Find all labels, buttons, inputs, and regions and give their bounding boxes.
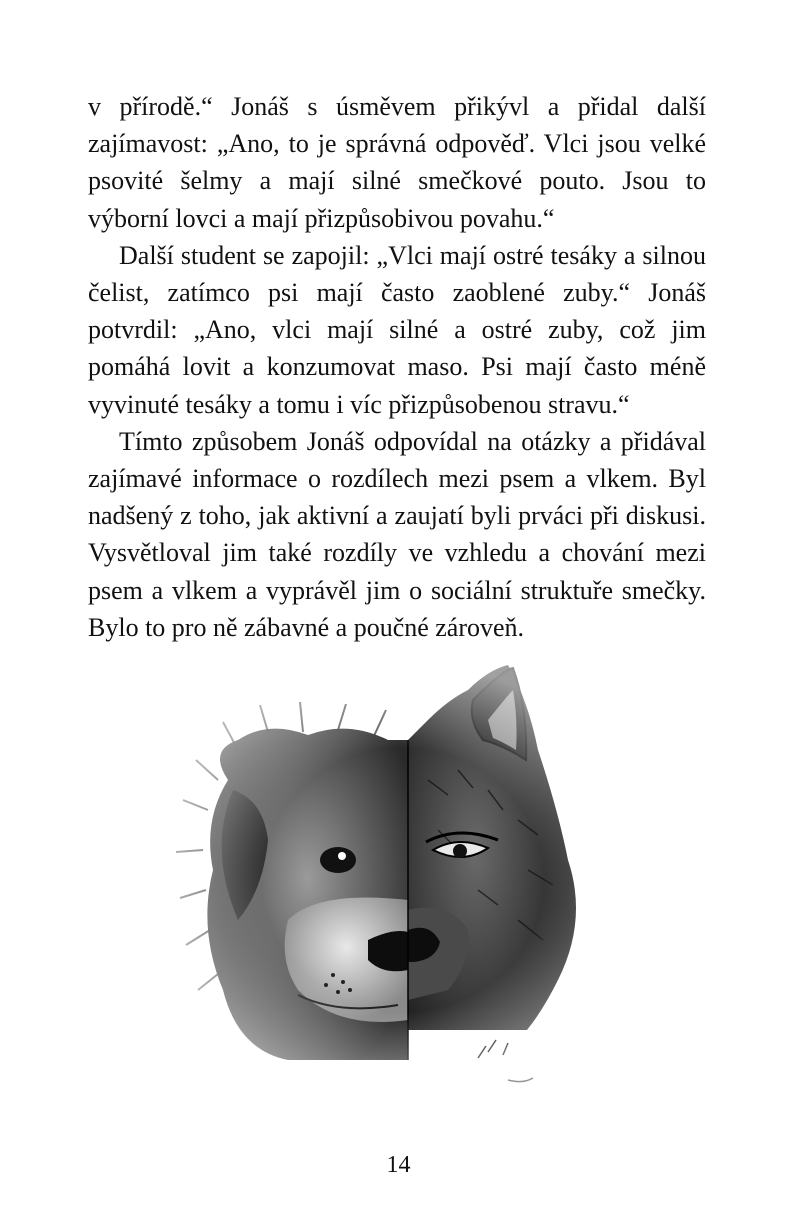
body-text bbox=[88, 88, 706, 646]
paragraph-continuation: v přírodě.“ Jonáš s úsměvem přikývl a přidal další zajímavost: „Ano, to je správná odpověď. Vlci jsou velké psovité šelmy a mají silné smečkové pouto. Jsou to výborní lovci a mají přizpůsobivou povahu.“ bbox=[88, 92, 706, 233]
dog-wolf-illustration bbox=[168, 660, 638, 1100]
paragraph: Další student se zapojil: „Vlci mají ostré tesáky a silnou čelist, zatímco psi mají často zaoblené zuby.“ Jonáš potvrdil: „Ano, vlci mají silné a ostré zuby, což jim pomáhá lovit a konzumovat maso. Psi mají často méně vyvinuté tesáky a tomu i víc přizpůsobenou stravu.“ bbox=[88, 240, 706, 419]
page-number: 14 bbox=[386, 1152, 411, 1178]
paragraph: Tímto způsobem Jonáš odpovídal na otázky a přidával zajímavé informace o rozdílech mezi psem a vlkem. Byl nadšený z toho, jak aktivní a zaujatí byli prváci při diskusi. Vysvětloval jim také rozdíly ve vzhledu a chování mezi psem a vlkem a vyprávěl jim o sociální struktuře smečky. Bylo to pro ně zábavné a poučné zároveň. bbox=[88, 426, 706, 642]
